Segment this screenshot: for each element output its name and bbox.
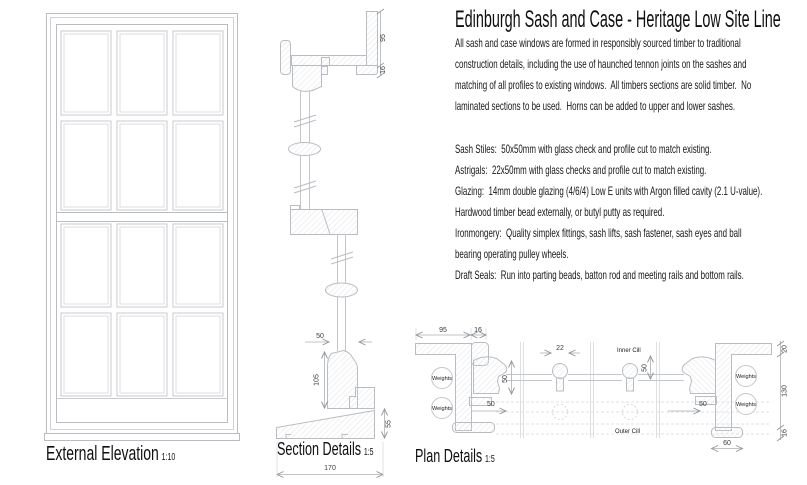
outer-cill-label: Outer Cill bbox=[615, 429, 641, 435]
dim-22: 22 bbox=[556, 345, 564, 352]
dim-50-left-v: 50 bbox=[502, 375, 509, 383]
section-outer-lining bbox=[281, 41, 291, 75]
dim-50-right-h: 50 bbox=[699, 401, 707, 408]
section-cill bbox=[277, 411, 375, 439]
plan-details-drawing bbox=[416, 327, 789, 449]
section-top-rail bbox=[293, 66, 322, 92]
window-cill bbox=[45, 434, 240, 441]
page-title-text: Edinburgh Sash and Case - Heritage Low Site Line bbox=[455, 6, 781, 33]
spec-line: Astrigals: 22x50mm with glass checks and profile cut to match existing. bbox=[455, 163, 707, 177]
plan-astragal bbox=[553, 364, 568, 392]
specification-list bbox=[455, 139, 807, 286]
plan-astragal-ghost bbox=[553, 405, 638, 420]
section-upper-astragal bbox=[289, 143, 321, 156]
intro-line: matching of all profiles to existing windows. All timbers sections are solid timber. No bbox=[455, 78, 752, 92]
external-elevation-drawing bbox=[45, 14, 240, 441]
plan-astragal bbox=[623, 364, 638, 392]
section-staff-bead bbox=[322, 67, 328, 75]
dim-60: 60 bbox=[723, 440, 731, 447]
plan-right-bottom-lining bbox=[712, 428, 743, 438]
elevation-view-title bbox=[46, 443, 231, 466]
dim-50: 50 bbox=[316, 333, 324, 340]
section-parting-bead bbox=[322, 58, 330, 66]
weights-label: Weights bbox=[735, 402, 757, 408]
dim-50-left-h: 50 bbox=[487, 401, 495, 408]
plan-left-bottom-lining bbox=[453, 423, 495, 433]
section-label: Section Details bbox=[277, 439, 362, 459]
weights-label: Weights bbox=[431, 406, 453, 412]
plan-right-jamb bbox=[716, 344, 772, 431]
plan-right-sash-stile bbox=[682, 357, 715, 394]
spec-line: Hardwood timber bead externally, or butyl putty as required. bbox=[455, 205, 665, 219]
section-head-check bbox=[357, 66, 378, 75]
dim-130: 130 bbox=[781, 385, 789, 397]
dim-170: 170 bbox=[324, 465, 336, 472]
spec-line: Draft Seals: Run into parting beads, batton rod and meeting rails and bottom rails. bbox=[455, 268, 744, 282]
dim-55: 55 bbox=[385, 420, 393, 428]
weights-label: Weights bbox=[735, 374, 757, 380]
section-view-title bbox=[277, 439, 415, 460]
intro-paragraph bbox=[455, 33, 807, 117]
spec-line: Sash Stiles: 50x50mm with glass check and profile cut to match existing. bbox=[455, 142, 712, 156]
section-lower-astragal bbox=[326, 283, 358, 297]
spec-line: Ironmongery: Quality simplex fittings, sash lifts, sash fastener, sash eyes and ball bbox=[455, 226, 742, 240]
dim-50-right-v: 50 bbox=[641, 364, 649, 372]
spec-line: Glazing: 14mm double glazing (4/6/4) Low E units with Argon filled cavity (2.1 U-value). bbox=[455, 184, 763, 198]
intro-line: laminated sections to be used. Horns can be added to upper and lower sashes. bbox=[455, 99, 736, 113]
dim-105: 105 bbox=[313, 374, 321, 386]
meeting-rail bbox=[57, 213, 228, 222]
inner-cill-label: Inner Cill bbox=[617, 348, 641, 354]
plan-glazing-line bbox=[506, 375, 684, 381]
elevation-scale: 1:10 bbox=[161, 452, 176, 463]
section-scale: 1:5 bbox=[363, 447, 374, 458]
plan-label: Plan Details bbox=[415, 446, 483, 466]
dim-20: 20 bbox=[781, 345, 789, 353]
intro-line: construction details, including the use of haunched tennon joints on the sashes and bbox=[455, 57, 747, 71]
weights-label: Weights bbox=[431, 376, 453, 382]
dim-16: 16 bbox=[380, 66, 387, 74]
elevation-label: External Elevation bbox=[46, 443, 159, 465]
intro-line: All sash and case windows are formed in responsibly sourced timber to traditional bbox=[455, 36, 741, 50]
dim-16-bottom: 16 bbox=[781, 429, 789, 437]
dim-16: 16 bbox=[474, 327, 482, 334]
lower-sash-panes bbox=[61, 224, 223, 396]
page-title bbox=[455, 6, 807, 34]
plan-view-title bbox=[415, 446, 529, 467]
upper-sash-panes bbox=[61, 31, 223, 210]
dim-95: 95 bbox=[439, 327, 447, 334]
dim-95: 95 bbox=[380, 34, 387, 42]
section-details-drawing bbox=[277, 9, 393, 477]
spec-line: bearing operating pulley wheels. bbox=[455, 247, 569, 261]
plan-scale: 1:5 bbox=[485, 454, 495, 465]
section-head-lintel bbox=[367, 12, 378, 66]
section-meeting-rails bbox=[291, 206, 358, 235]
